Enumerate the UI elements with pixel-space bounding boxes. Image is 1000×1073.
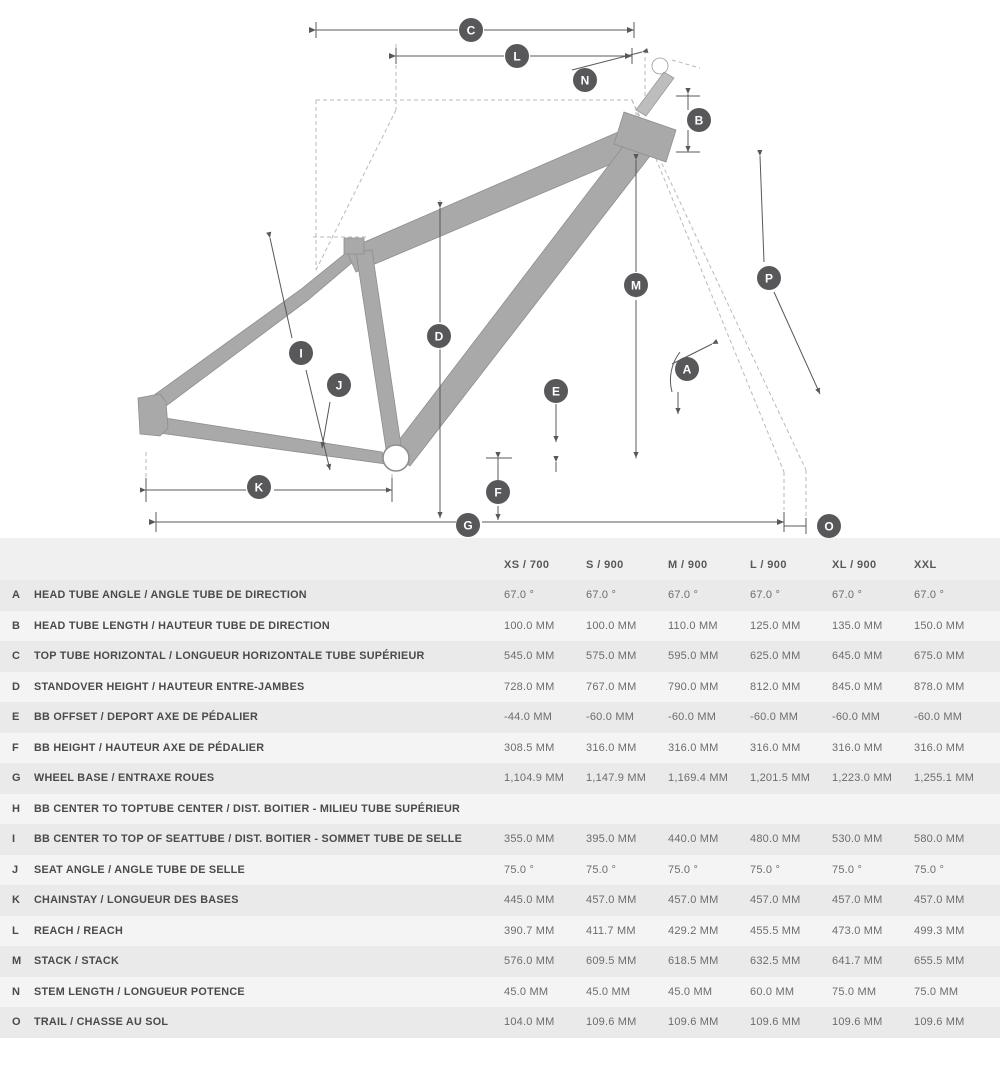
table-header-row — [0, 538, 1000, 580]
dimension-label-M-text: M — [631, 278, 641, 293]
row-value-s: -60.0 MM — [586, 702, 668, 733]
dimension-label-C — [459, 18, 483, 42]
dimension-label-E-text: E — [551, 384, 561, 399]
header-size-l: L / 900 — [750, 538, 832, 580]
row-code: C — [0, 641, 34, 672]
row-value-s: 45.0 MM — [586, 977, 668, 1008]
row-value-m: 316.0 MM — [668, 733, 750, 764]
header-size-s: S / 900 — [586, 538, 668, 580]
row-value-xs: 728.0 MM — [504, 672, 586, 703]
row-value-l: -60.0 MM — [750, 702, 832, 733]
row-value-m: 429.2 MM — [668, 916, 750, 947]
table-row — [0, 794, 1000, 825]
row-value-m: 110.0 MM — [668, 611, 750, 642]
row-value-s: 767.0 MM — [586, 672, 668, 703]
row-value-xl: 67.0 ° — [832, 580, 914, 611]
row-value-xl: 1,223.0 MM — [832, 763, 914, 794]
row-value-l: 812.0 MM — [750, 672, 832, 703]
table-row — [0, 763, 1000, 794]
geometry-table-body — [0, 580, 1000, 1038]
row-value-l: 625.0 MM — [750, 641, 832, 672]
row-value-s: 316.0 MM — [586, 733, 668, 764]
row-value-l: 316.0 MM — [750, 733, 832, 764]
row-label: BB CENTER TO TOPTUBE CENTER / DIST. BOITIER - MILIEU TUBE SUPÉRIEUR — [34, 794, 504, 825]
row-value-s: 100.0 MM — [586, 611, 668, 642]
row-code: M — [0, 946, 34, 977]
dimension-label-P — [757, 266, 781, 290]
geometry-table — [0, 538, 1000, 1038]
dimension-label-D — [427, 324, 451, 348]
dimension-label-L — [505, 44, 529, 68]
table-row — [0, 733, 1000, 764]
dimension-label-N-text: N — [580, 73, 590, 88]
row-value-m: 595.0 MM — [668, 641, 750, 672]
row-value-s: 1,147.9 MM — [586, 763, 668, 794]
row-value-xl — [832, 794, 914, 825]
dimension-label-C-text: C — [466, 23, 476, 38]
row-label: BB OFFSET / DEPORT AXE DE PÉDALIER — [34, 702, 504, 733]
row-value-xl: 75.0 ° — [832, 855, 914, 886]
row-code: B — [0, 611, 34, 642]
dimension-label-F — [486, 480, 510, 504]
row-value-xs: 355.0 MM — [504, 824, 586, 855]
row-label: REACH / REACH — [34, 916, 504, 947]
row-label: STEM LENGTH / LONGUEUR POTENCE — [34, 977, 504, 1008]
row-value-m: 457.0 MM — [668, 885, 750, 916]
row-value-xs: 104.0 MM — [504, 1007, 586, 1038]
row-value-xxl: 75.0 MM — [914, 977, 1000, 1008]
row-value-xl: 530.0 MM — [832, 824, 914, 855]
row-value-m: 75.0 ° — [668, 855, 750, 886]
row-value-m: 67.0 ° — [668, 580, 750, 611]
dimension-label-D-text: D — [434, 329, 444, 344]
dimension-label-B-text: B — [694, 113, 704, 128]
row-value-xl: 645.0 MM — [832, 641, 914, 672]
row-value-l — [750, 794, 832, 825]
row-value-xs: 45.0 MM — [504, 977, 586, 1008]
row-code: A — [0, 580, 34, 611]
dimension-label-N — [573, 68, 597, 92]
row-value-xl: 316.0 MM — [832, 733, 914, 764]
header-size-m: M / 900 — [668, 538, 750, 580]
row-label: STANDOVER HEIGHT / HAUTEUR ENTRE-JAMBES — [34, 672, 504, 703]
row-value-xxl: 109.6 MM — [914, 1007, 1000, 1038]
row-value-xs: 67.0 ° — [504, 580, 586, 611]
row-value-xxl: 675.0 MM — [914, 641, 1000, 672]
row-value-s: 457.0 MM — [586, 885, 668, 916]
row-value-xxl: -60.0 MM — [914, 702, 1000, 733]
row-value-m: 618.5 MM — [668, 946, 750, 977]
row-value-s: 75.0 ° — [586, 855, 668, 886]
row-code: F — [0, 733, 34, 764]
dimension-label-J-text: J — [335, 378, 343, 393]
row-value-xl: 75.0 MM — [832, 977, 914, 1008]
table-row — [0, 885, 1000, 916]
row-code: L — [0, 916, 34, 947]
row-value-xxl: 499.3 MM — [914, 916, 1000, 947]
row-value-xl: 845.0 MM — [832, 672, 914, 703]
dimension-label-I — [289, 341, 313, 365]
row-value-xxl: 457.0 MM — [914, 885, 1000, 916]
dimension-label-A — [675, 357, 699, 381]
dimension-label-E — [544, 379, 568, 403]
table-row — [0, 916, 1000, 947]
row-label: SEAT ANGLE / ANGLE TUBE DE SELLE — [34, 855, 504, 886]
row-value-s: 575.0 MM — [586, 641, 668, 672]
row-value-l: 1,201.5 MM — [750, 763, 832, 794]
row-value-xl: 135.0 MM — [832, 611, 914, 642]
table-row — [0, 824, 1000, 855]
row-value-l: 125.0 MM — [750, 611, 832, 642]
row-value-xs: 100.0 MM — [504, 611, 586, 642]
row-value-xxl: 1,255.1 MM — [914, 763, 1000, 794]
row-value-s — [586, 794, 668, 825]
row-code: O — [0, 1007, 34, 1038]
row-value-l: 632.5 MM — [750, 946, 832, 977]
row-code: D — [0, 672, 34, 703]
row-value-xs: 1,104.9 MM — [504, 763, 586, 794]
table-row — [0, 611, 1000, 642]
row-value-m: -60.0 MM — [668, 702, 750, 733]
dimension-label-M — [624, 273, 648, 297]
row-code: H — [0, 794, 34, 825]
row-value-xl: -60.0 MM — [832, 702, 914, 733]
row-value-s: 395.0 MM — [586, 824, 668, 855]
row-value-xxl: 580.0 MM — [914, 824, 1000, 855]
row-code: N — [0, 977, 34, 1008]
row-label: TRAIL / CHASSE AU SOL — [34, 1007, 504, 1038]
dimension-label-G-text: G — [463, 518, 473, 533]
row-value-m: 45.0 MM — [668, 977, 750, 1008]
row-value-m: 109.6 MM — [668, 1007, 750, 1038]
row-value-xs: -44.0 MM — [504, 702, 586, 733]
row-label: HEAD TUBE ANGLE / ANGLE TUBE DE DIRECTION — [34, 580, 504, 611]
row-code: K — [0, 885, 34, 916]
header-size-xs: XS / 700 — [504, 538, 586, 580]
row-value-s: 609.5 MM — [586, 946, 668, 977]
dimension-label-O-text: O — [824, 519, 834, 534]
dimension-label-I-text: I — [299, 346, 303, 361]
row-value-m: 1,169.4 MM — [668, 763, 750, 794]
row-label: BB CENTER TO TOP OF SEATTUBE / DIST. BOITIER - SOMMET TUBE DE SELLE — [34, 824, 504, 855]
dimension-label-O — [817, 514, 841, 538]
row-value-m: 790.0 MM — [668, 672, 750, 703]
row-value-l: 480.0 MM — [750, 824, 832, 855]
dimension-label-L-text: L — [513, 49, 521, 64]
row-value-xl: 457.0 MM — [832, 885, 914, 916]
row-label: STACK / STACK — [34, 946, 504, 977]
header-size-xl: XL / 900 — [832, 538, 914, 580]
row-value-xl: 473.0 MM — [832, 916, 914, 947]
row-value-xs: 390.7 MM — [504, 916, 586, 947]
table-row — [0, 672, 1000, 703]
table-row — [0, 702, 1000, 733]
row-label: CHAINSTAY / LONGUEUR DES BASES — [34, 885, 504, 916]
dimension-label-P-text: P — [764, 271, 774, 286]
row-value-xs: 75.0 ° — [504, 855, 586, 886]
dimension-label-J — [327, 373, 351, 397]
row-value-xl: 641.7 MM — [832, 946, 914, 977]
row-value-l: 67.0 ° — [750, 580, 832, 611]
row-label: WHEEL BASE / ENTRAXE ROUES — [34, 763, 504, 794]
geometry-table-head — [0, 538, 1000, 580]
dimension-label-B — [687, 108, 711, 132]
dimension-label-K — [247, 475, 271, 499]
dimension-label-F-text: F — [494, 485, 502, 500]
row-code: I — [0, 824, 34, 855]
header-code — [0, 538, 34, 580]
row-label: HEAD TUBE LENGTH / HAUTEUR TUBE DE DIRECTION — [34, 611, 504, 642]
row-value-l: 457.0 MM — [750, 885, 832, 916]
row-value-xs: 545.0 MM — [504, 641, 586, 672]
row-value-xl: 109.6 MM — [832, 1007, 914, 1038]
table-row — [0, 977, 1000, 1008]
dimension-label-A-text: A — [682, 362, 692, 377]
row-code: E — [0, 702, 34, 733]
dimension-label-G — [456, 513, 480, 537]
row-label: TOP TUBE HORIZONTAL / LONGUEUR HORIZONTALE TUBE SUPÉRIEUR — [34, 641, 504, 672]
row-code: G — [0, 763, 34, 794]
row-value-l: 109.6 MM — [750, 1007, 832, 1038]
table-row — [0, 946, 1000, 977]
row-value-m: 440.0 MM — [668, 824, 750, 855]
row-value-m — [668, 794, 750, 825]
row-value-s: 411.7 MM — [586, 916, 668, 947]
row-value-xxl — [914, 794, 1000, 825]
row-value-xs — [504, 794, 586, 825]
row-value-xs: 576.0 MM — [504, 946, 586, 977]
row-value-xxl: 75.0 ° — [914, 855, 1000, 886]
row-code: J — [0, 855, 34, 886]
row-value-s: 109.6 MM — [586, 1007, 668, 1038]
header-size-xxl: XXL — [914, 538, 1000, 580]
row-value-xs: 308.5 MM — [504, 733, 586, 764]
row-value-xxl: 67.0 ° — [914, 580, 1000, 611]
table-row — [0, 641, 1000, 672]
table-row — [0, 1007, 1000, 1038]
row-value-xxl: 316.0 MM — [914, 733, 1000, 764]
dimension-label-K-text: K — [254, 480, 264, 495]
row-value-xxl: 150.0 MM — [914, 611, 1000, 642]
table-row — [0, 580, 1000, 611]
row-value-l: 455.5 MM — [750, 916, 832, 947]
table-row — [0, 855, 1000, 886]
row-value-xs: 445.0 MM — [504, 885, 586, 916]
geometry-table-wrapper — [0, 538, 1000, 1038]
header-label — [34, 538, 504, 580]
row-value-l: 60.0 MM — [750, 977, 832, 1008]
row-value-l: 75.0 ° — [750, 855, 832, 886]
row-label: BB HEIGHT / HAUTEUR AXE DE PÉDALIER — [34, 733, 504, 764]
row-value-xxl: 655.5 MM — [914, 946, 1000, 977]
row-value-xxl: 878.0 MM — [914, 672, 1000, 703]
row-value-s: 67.0 ° — [586, 580, 668, 611]
